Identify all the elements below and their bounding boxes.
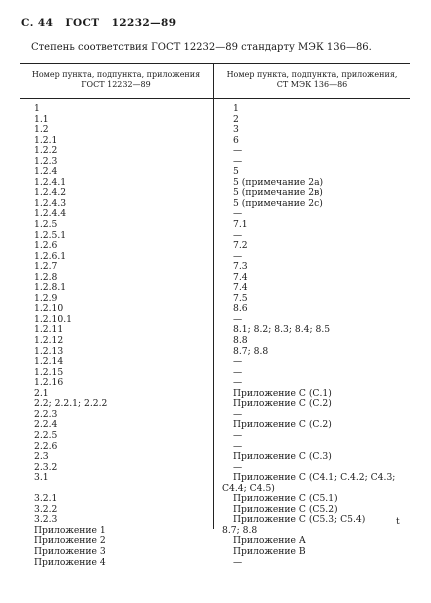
iec-clause-cell: 8.7; 8.8	[222, 524, 258, 536]
table-row	[0, 146, 431, 157]
iec-clause-cell: 8.8	[233, 335, 248, 347]
gost-clause-cell: 3.2.3	[34, 514, 58, 526]
iec-clause-cell: —	[233, 408, 243, 420]
gost-clause-cell: 1.2.5	[34, 219, 58, 231]
gost-clause-cell: 1.2.15	[34, 366, 64, 378]
gost-clause-cell: 2.2.6	[34, 440, 58, 452]
iec-clause-cell: Приложение А	[233, 535, 306, 547]
iec-clause-cell: 8.6	[233, 303, 248, 315]
page-number: С. 44	[21, 17, 54, 29]
gost-clause-cell: Приложение 1	[34, 524, 106, 536]
gost-clause-cell: 1.2.14	[34, 356, 64, 368]
iec-clause-cell: 7.1	[233, 219, 248, 231]
iec-clause-cell: Приложение С (С5.3; С5.4)	[233, 514, 366, 526]
iec-clause-cell: 8.1; 8.2; 8.3; 8.4; 8.5	[233, 324, 331, 336]
gost-clause-cell: 1.2.1	[34, 134, 58, 146]
iec-clause-cell: 7.3	[233, 261, 248, 273]
table-row	[0, 157, 431, 168]
iec-clause-cell: —	[233, 208, 243, 220]
gost-clause-cell: 1.1	[34, 113, 49, 125]
gost-clause-cell: Приложение 3	[34, 545, 106, 557]
gost-clause-cell: 3.2.2	[34, 503, 58, 515]
iec-clause-cell: —	[233, 250, 243, 262]
iec-clause-cell: —	[233, 356, 243, 368]
table-row	[0, 125, 431, 136]
gost-clause-cell: Приложение 4	[34, 556, 106, 568]
margin-mark: t	[396, 517, 400, 527]
gost-clause-cell: Приложение 2	[34, 535, 106, 547]
table-row	[0, 494, 431, 505]
iec-clause-cell: —	[233, 366, 243, 378]
iec-clause-cell: 7.4	[233, 271, 248, 283]
table-row	[0, 558, 431, 569]
table-row	[0, 378, 431, 389]
table-row	[0, 136, 431, 147]
iec-clause-cell: Приложение С (С.1)	[233, 387, 332, 399]
iec-clause-cell: 5 (примечание 2с)	[233, 197, 323, 209]
iec-clause-cell: 6	[233, 134, 239, 146]
iec-clause-cell: —	[233, 229, 243, 241]
iec-clause-cell: 2	[233, 113, 239, 125]
iec-clause-cell: Приложение С (С.3)	[233, 451, 332, 463]
iec-clause-cell: 5	[233, 166, 239, 178]
iec-clause-cell: 5 (примечание 2а)	[233, 176, 324, 188]
table-body	[0, 104, 431, 568]
table-row	[0, 104, 431, 115]
iec-clause-cell: —	[233, 313, 243, 325]
gost-clause-cell: 1.2.8	[34, 271, 58, 283]
table-row	[0, 368, 431, 379]
gost-clause-cell: 1.2.4.4	[34, 208, 67, 220]
table-row	[0, 283, 431, 294]
table-row	[0, 347, 431, 358]
table-header-rule	[20, 98, 410, 99]
gost-clause-cell: 2.2.5	[34, 429, 58, 441]
gost-clause-cell: 1.2.3	[34, 155, 58, 167]
gost-clause-cell: 2.3	[34, 451, 49, 463]
table-row	[0, 262, 431, 273]
gost-clause-cell: 1.2.12	[34, 335, 64, 347]
table-row	[0, 505, 431, 516]
table-title: Степень соответствия ГОСТ 12232—89 стандарту МЭК 136—86.	[31, 42, 372, 53]
gost-clause-cell: 2.2; 2.2.1; 2.2.2	[34, 398, 108, 410]
iec-clause-cell: —	[233, 145, 243, 157]
gost-clause-cell: 1.2.9	[34, 292, 58, 304]
iec-clause-cell: —	[233, 461, 243, 473]
table-row	[0, 420, 431, 431]
table-row	[0, 294, 431, 305]
column-header-iec: Номер пункта, подпункта, приложения, СТ МЭК 136—86	[226, 70, 398, 89]
table-row	[0, 410, 431, 421]
iec-clause-cell: —	[233, 556, 243, 568]
table-row	[0, 252, 431, 263]
table-top-rule	[20, 63, 410, 64]
iec-clause-cell: Приложение С (С.2)	[233, 398, 332, 410]
iec-clause-cell: 7.4	[233, 282, 248, 294]
iec-clause-cell: 7.2	[233, 240, 248, 252]
table-row	[0, 336, 431, 347]
table-row	[0, 431, 431, 442]
table-row	[0, 209, 431, 220]
gost-clause-cell: 3.2.1	[34, 493, 58, 505]
iec-clause-cell: —	[233, 155, 243, 167]
table-row	[0, 399, 431, 410]
gost-clause-cell: 1.2.8.1	[34, 282, 67, 294]
iec-clause-cell: 3	[233, 124, 239, 136]
gost-clause-cell: 3.1	[34, 472, 49, 484]
gost-clause-cell: 1.2.2	[34, 145, 58, 157]
gost-clause-cell: 1.2.4.1	[34, 176, 67, 188]
iec-clause-cell: Приложение В	[233, 545, 306, 557]
gost-clause-cell: 2.3.2	[34, 461, 58, 473]
table-row	[0, 442, 431, 453]
iec-clause-cell: —	[233, 377, 243, 389]
standard-label: ГОСТ	[65, 17, 100, 29]
table-row	[0, 357, 431, 368]
iec-clause-cell: Приложение С (С.2)	[233, 419, 332, 431]
iec-clause-cell: —	[233, 429, 243, 441]
gost-clause-cell: 1.2.4	[34, 166, 58, 178]
gost-clause-cell: 1.2.13	[34, 345, 64, 357]
table-row	[0, 473, 431, 484]
table-row	[0, 325, 431, 336]
table-row	[0, 315, 431, 326]
gost-clause-cell: 1.2.7	[34, 261, 58, 273]
table-row	[0, 231, 431, 242]
iec-clause-cell: 7.5	[233, 292, 248, 304]
page-header	[21, 17, 184, 29]
table-row	[0, 220, 431, 231]
gost-clause-cell: 1.2.4.3	[34, 197, 67, 209]
gost-clause-cell: 1	[34, 103, 40, 114]
gost-clause-cell: 1.2.4.2	[34, 187, 67, 199]
table-row	[0, 115, 431, 126]
standard-number: 12232—89	[111, 17, 177, 29]
table-row	[0, 547, 431, 558]
gost-clause-cell: 1.2.5.1	[34, 229, 67, 241]
iec-clause-cell: 5 (примечание 2в)	[233, 187, 323, 199]
iec-clause-cell: 1	[233, 103, 239, 114]
gost-clause-cell: 1.2.6.1	[34, 250, 67, 262]
iec-clause-cell: Приложение С (С4.1; С.4.2; С4.3;	[233, 472, 396, 484]
iec-clause-cell: —	[233, 440, 243, 452]
gost-clause-cell: 1.2.10	[34, 303, 64, 315]
gost-clause-cell: 2.1	[34, 387, 49, 399]
gost-clause-cell: 1.2.10.1	[34, 313, 72, 325]
table-row	[0, 484, 431, 495]
gost-clause-cell: 2.2.4	[34, 419, 58, 431]
gost-clause-cell: 1.2.6	[34, 240, 58, 252]
gost-clause-cell: 1.2.11	[34, 324, 64, 336]
iec-clause-cell: 8.7; 8.8	[233, 345, 269, 357]
iec-clause-cell: С4.4; С4.5)	[222, 482, 275, 494]
gost-clause-cell: 2.2.3	[34, 408, 58, 420]
table-row	[0, 452, 431, 463]
iec-clause-cell: Приложение С (С5.1)	[233, 493, 338, 505]
gost-clause-cell: 1.2	[34, 124, 49, 136]
column-header-gost: Номер пункта, подпункта, приложения ГОСТ 12232—89	[31, 70, 201, 89]
iec-clause-cell: Приложение С (С5.2)	[233, 503, 338, 515]
gost-clause-cell: 1.2.16	[34, 377, 64, 389]
